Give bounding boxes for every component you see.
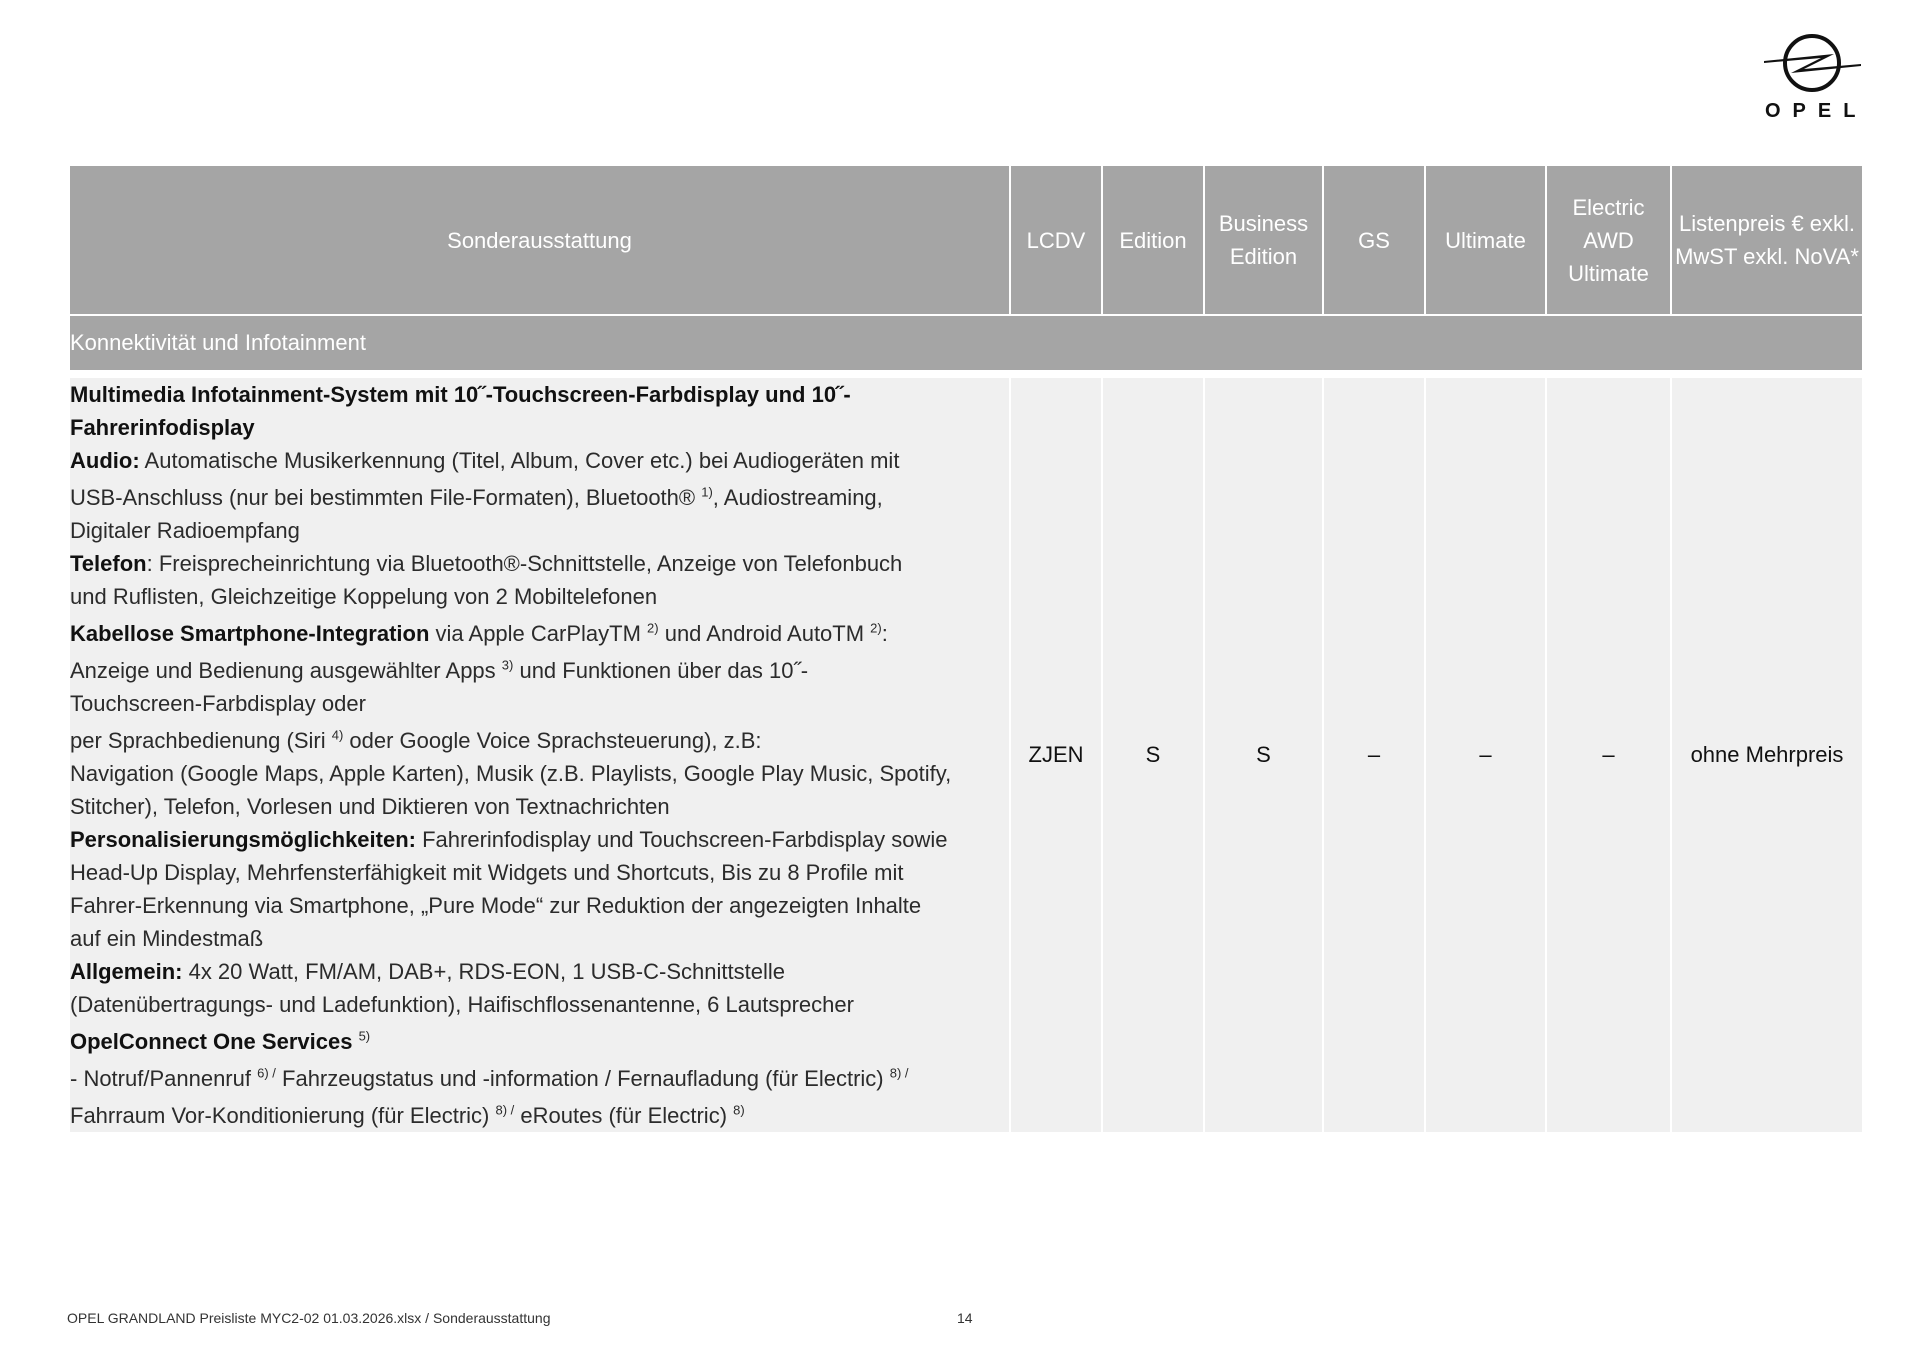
header-electric-awd-ultimate: Electric AWD Ultimate — [1546, 165, 1671, 315]
header-edition: Edition — [1102, 165, 1204, 315]
desc-line: USB-Anschluss (nur bei bestimmten File-Formaten), Bluetooth® $^{1)}$, Audiostreaming, — [70, 484, 883, 510]
cell-business-edition: S — [1204, 377, 1323, 1133]
category-row — [69, 315, 1863, 371]
page-number: 14 — [957, 1310, 973, 1326]
header-gs: GS — [1323, 165, 1425, 315]
header-business-edition: Business Edition — [1204, 165, 1323, 315]
desc-line: Personalisierungsmöglichkeiten: Fahrerinfodisplay und Touchscreen-Farbdisplay sowie — [70, 827, 948, 852]
price-table — [68, 164, 1864, 1134]
header-lcdv: LCDV — [1010, 165, 1102, 315]
desc-line: Fahrer-Erkennung via Smartphone, „Pure Mode“ zur Reduktion der angezeigten Inhalte — [70, 893, 922, 918]
header-row — [69, 165, 1863, 315]
desc-line: Kabellose Smartphone-Integration via Apple CarPlayTM $^{2)}$ und Android AutoTM $^{2)}$: — [70, 620, 888, 646]
desc-line: Anzeige und Bedienung ausgewählter Apps $^{3)}$ und Funktionen über das 10˝- — [70, 657, 809, 683]
desc-line: Navigation (Google Maps, Apple Karten), Musik (z.B. Playlists, Google Play Music, Spotify, — [70, 761, 952, 786]
header-sonderausstattung: Sonderausstattung — [69, 165, 1010, 315]
desc-line: Head-Up Display, Mehrfensterfähigkeit mit Widgets und Shortcuts, Bis zu 8 Profile mit — [70, 860, 904, 885]
equipment-description — [69, 377, 1010, 1133]
opel-blitz-icon — [1760, 30, 1865, 100]
desc-line: - Notruf/Pannenruf $^{6) /}$ Fahrzeugstatus und -information / Fernaufladung (für Electric) $^{8) /}$ — [70, 1065, 909, 1091]
footer-source: OPEL GRANDLAND Preisliste MYC2-02 01.03.2026.xlsx / Sonderausstattung — [67, 1310, 551, 1326]
cell-edition: S — [1102, 377, 1204, 1133]
desc-line: Allgemein: 4x 20 Watt, FM/AM, DAB+, RDS-EON, 1 USB-C-Schnittstelle — [70, 959, 785, 984]
desc-line: Fahrraum Vor-Konditionierung (für Electric) $^{8) /}$ eRoutes (für Electric) $^{8)}$ — [70, 1102, 745, 1128]
desc-line: Stitcher), Telefon, Vorlesen und Diktieren von Textnachrichten — [70, 794, 670, 819]
cell-price: ohne Mehrpreis — [1671, 377, 1863, 1133]
cell-ultimate: – — [1425, 377, 1546, 1133]
cell-gs: – — [1323, 377, 1425, 1133]
desc-line: Audio: Automatische Musikerkennung (Titel, Album, Cover etc.) bei Audiogeräten mit — [70, 448, 900, 473]
desc-line: Telefon: Freisprecheinrichtung via Bluetooth®-Schnittstelle, Anzeige von Telefonbuch — [70, 551, 903, 576]
category-label: Konnektivität und Infotainment — [69, 315, 1863, 371]
desc-line: per Sprachbedienung (Siri $^{4)}$ oder Google Voice Sprachsteuerung), z.B: — [70, 727, 762, 753]
desc-line: OpelConnect One Services $^{5)}$ — [70, 1028, 371, 1054]
desc-line: und Ruflisten, Gleichzeitige Koppelung von 2 Mobiltelefonen — [70, 584, 658, 609]
cell-lcdv: ZJEN — [1010, 377, 1102, 1133]
cell-electric-awd-ultimate: – — [1546, 377, 1671, 1133]
desc-line: Fahrerinfodisplay — [70, 415, 255, 440]
desc-line: Touchscreen-Farbdisplay oder — [70, 691, 366, 716]
desc-line: Digitaler Radioempfang — [70, 518, 300, 543]
brand-name: OPEL — [1765, 100, 1868, 122]
table-row — [69, 377, 1863, 1133]
desc-line: (Datenübertragungs- und Ladefunktion), Haifischflossenantenne, 6 Lautsprecher — [70, 992, 854, 1017]
header-ultimate: Ultimate — [1425, 165, 1546, 315]
desc-line: Multimedia Infotainment-System mit 10˝-Touchscreen-Farbdisplay und 10˝- — [70, 382, 851, 407]
desc-line: auf ein Mindestmaß — [70, 926, 264, 951]
header-listenpreis: Listenpreis € exkl. MwST exkl. NoVA* — [1671, 165, 1863, 315]
